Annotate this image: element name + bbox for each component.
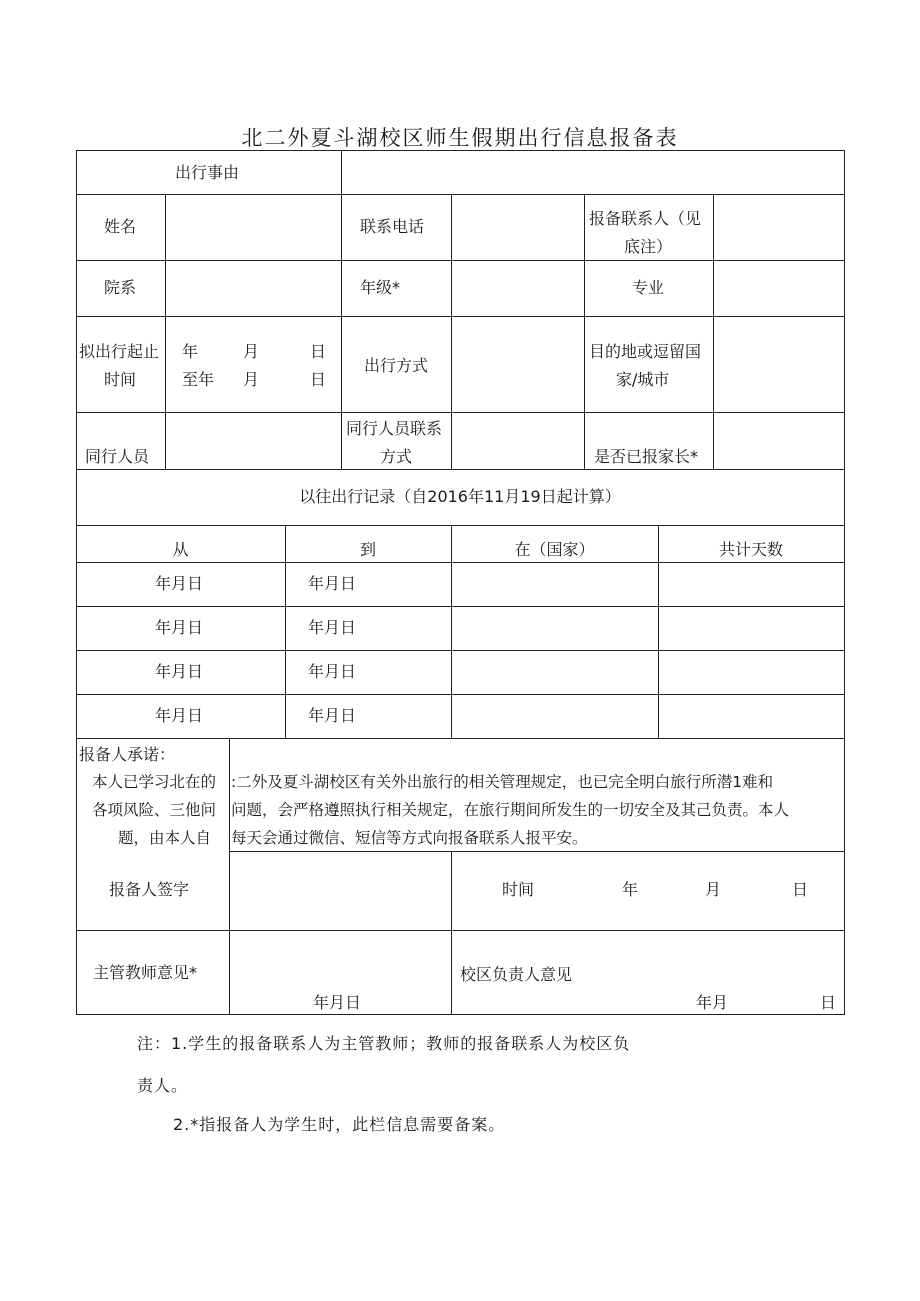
history-days-field[interactable] xyxy=(660,652,842,692)
pledge-right-line1: :二外及夏斗湖校区有关外出旅行的相关管理规定，也已完全明白旅行所潜1难和 xyxy=(231,773,774,791)
history-header-from: 从 xyxy=(172,540,189,559)
teacher-opinion-date[interactable]: 年月日 xyxy=(313,993,362,1012)
parent-informed-field[interactable] xyxy=(715,414,842,467)
footnote-line1: 注：1.学生的报备联系人为主管教师；教师的报备联系人为校区负 xyxy=(137,1034,631,1053)
pledge-left-line1: 本人已学习北在的 xyxy=(92,773,217,791)
history-days-field[interactable] xyxy=(660,564,842,604)
destination-label-line2: 家/城市 xyxy=(616,370,670,389)
start-year: 年 xyxy=(182,342,199,361)
destination-field[interactable] xyxy=(715,318,842,410)
history-days-field[interactable] xyxy=(660,696,842,736)
history-from-date[interactable]: 年月日 xyxy=(155,618,204,637)
signature-year: 年 xyxy=(622,880,639,899)
parent-informed-label: 是否已报家长* xyxy=(594,447,699,466)
companions-field[interactable] xyxy=(167,414,339,467)
campus-opinion-field[interactable] xyxy=(453,932,842,962)
pledge-left-line3: 题，由本人自 xyxy=(118,829,212,847)
grade-field[interactable] xyxy=(453,262,582,314)
page-title: 北二外夏斗湖校区师生假期出行信息报备表 xyxy=(241,126,679,150)
reason-label: 出行事由 xyxy=(175,163,240,182)
footnote-line2: 责人。 xyxy=(137,1076,189,1095)
campus-opinion-year-month: 年月 xyxy=(696,993,729,1012)
destination-label-line1: 目的地或逗留国 xyxy=(589,342,702,361)
companions-contact-label-line2: 方式 xyxy=(380,447,413,466)
history-country-field[interactable] xyxy=(453,652,656,692)
travel-time-label-line2: 时间 xyxy=(104,370,137,389)
history-days-field[interactable] xyxy=(660,608,842,648)
name-label: 姓名 xyxy=(104,217,137,236)
history-header-country: 在（国家） xyxy=(514,540,595,559)
end-month: 月 xyxy=(243,370,260,389)
signature-field[interactable] xyxy=(231,853,449,928)
travel-time-label-line1: 拟出行起止 xyxy=(79,342,160,361)
history-to-date[interactable]: 年月日 xyxy=(308,706,357,725)
history-country-field[interactable] xyxy=(453,564,656,604)
history-title: 以往出行记录（自2016年11月19日起计算） xyxy=(299,487,621,506)
end-day: 日 xyxy=(310,370,327,389)
end-year: 至年 xyxy=(182,370,215,389)
pledge-right-line2: 问题，会严格遵照执行相关规定，在旅行期间所发生的一切安全及其己负责。本人 xyxy=(231,801,790,819)
major-field[interactable] xyxy=(715,262,842,314)
footnote-line3: 2.*指报备人为学生时，此栏信息需要备案。 xyxy=(173,1115,506,1134)
pledge-left-line2: 各项风险、三他问 xyxy=(92,801,217,819)
companions-contact-label-line1: 同行人员联系 xyxy=(346,419,443,438)
campus-opinion-label: 校区负责人意见 xyxy=(460,965,573,984)
teacher-opinion-field[interactable] xyxy=(231,932,449,992)
history-country-field[interactable] xyxy=(453,696,656,736)
dept-label: 院系 xyxy=(104,278,137,297)
travel-mode-field[interactable] xyxy=(453,318,582,410)
history-to-date[interactable]: 年月日 xyxy=(308,574,357,593)
pledge-label: 报备人承诺： xyxy=(79,745,176,764)
phone-field[interactable] xyxy=(453,196,582,258)
contact-label-line1: 报备联系人（见 xyxy=(589,209,702,228)
travel-mode-label: 出行方式 xyxy=(364,356,429,375)
signature-time-label: 时间 xyxy=(502,880,535,899)
name-field[interactable] xyxy=(167,196,339,258)
history-country-field[interactable] xyxy=(453,608,656,648)
signature-month: 月 xyxy=(705,880,722,899)
campus-opinion-day: 日 xyxy=(820,993,837,1012)
history-to-date[interactable]: 年月日 xyxy=(308,618,357,637)
pledge-right-line3: 每天会通过微信、短信等方式向报备联系人报平安。 xyxy=(231,829,588,847)
dept-field[interactable] xyxy=(167,262,339,314)
signature-day: 日 xyxy=(792,880,809,899)
history-header-days: 共计天数 xyxy=(718,540,783,559)
history-header-to: 到 xyxy=(359,540,376,559)
contact-field[interactable] xyxy=(715,196,842,258)
contact-label-line2: 底注） xyxy=(624,237,673,256)
teacher-opinion-label: 主管教师意见* xyxy=(93,963,198,982)
start-day: 日 xyxy=(310,342,327,361)
companions-contact-field[interactable] xyxy=(453,414,582,467)
history-from-date[interactable]: 年月日 xyxy=(155,706,204,725)
grade-label: 年级* xyxy=(360,278,401,297)
start-month: 月 xyxy=(243,342,260,361)
major-label: 专业 xyxy=(632,278,665,297)
phone-label: 联系电话 xyxy=(360,217,425,236)
history-from-date[interactable]: 年月日 xyxy=(155,574,204,593)
companions-label: 同行人员 xyxy=(85,447,150,466)
reason-field[interactable] xyxy=(343,164,843,190)
history-to-date[interactable]: 年月日 xyxy=(308,662,357,681)
history-from-date[interactable]: 年月日 xyxy=(155,662,204,681)
signature-label: 报备人签字 xyxy=(109,880,190,899)
